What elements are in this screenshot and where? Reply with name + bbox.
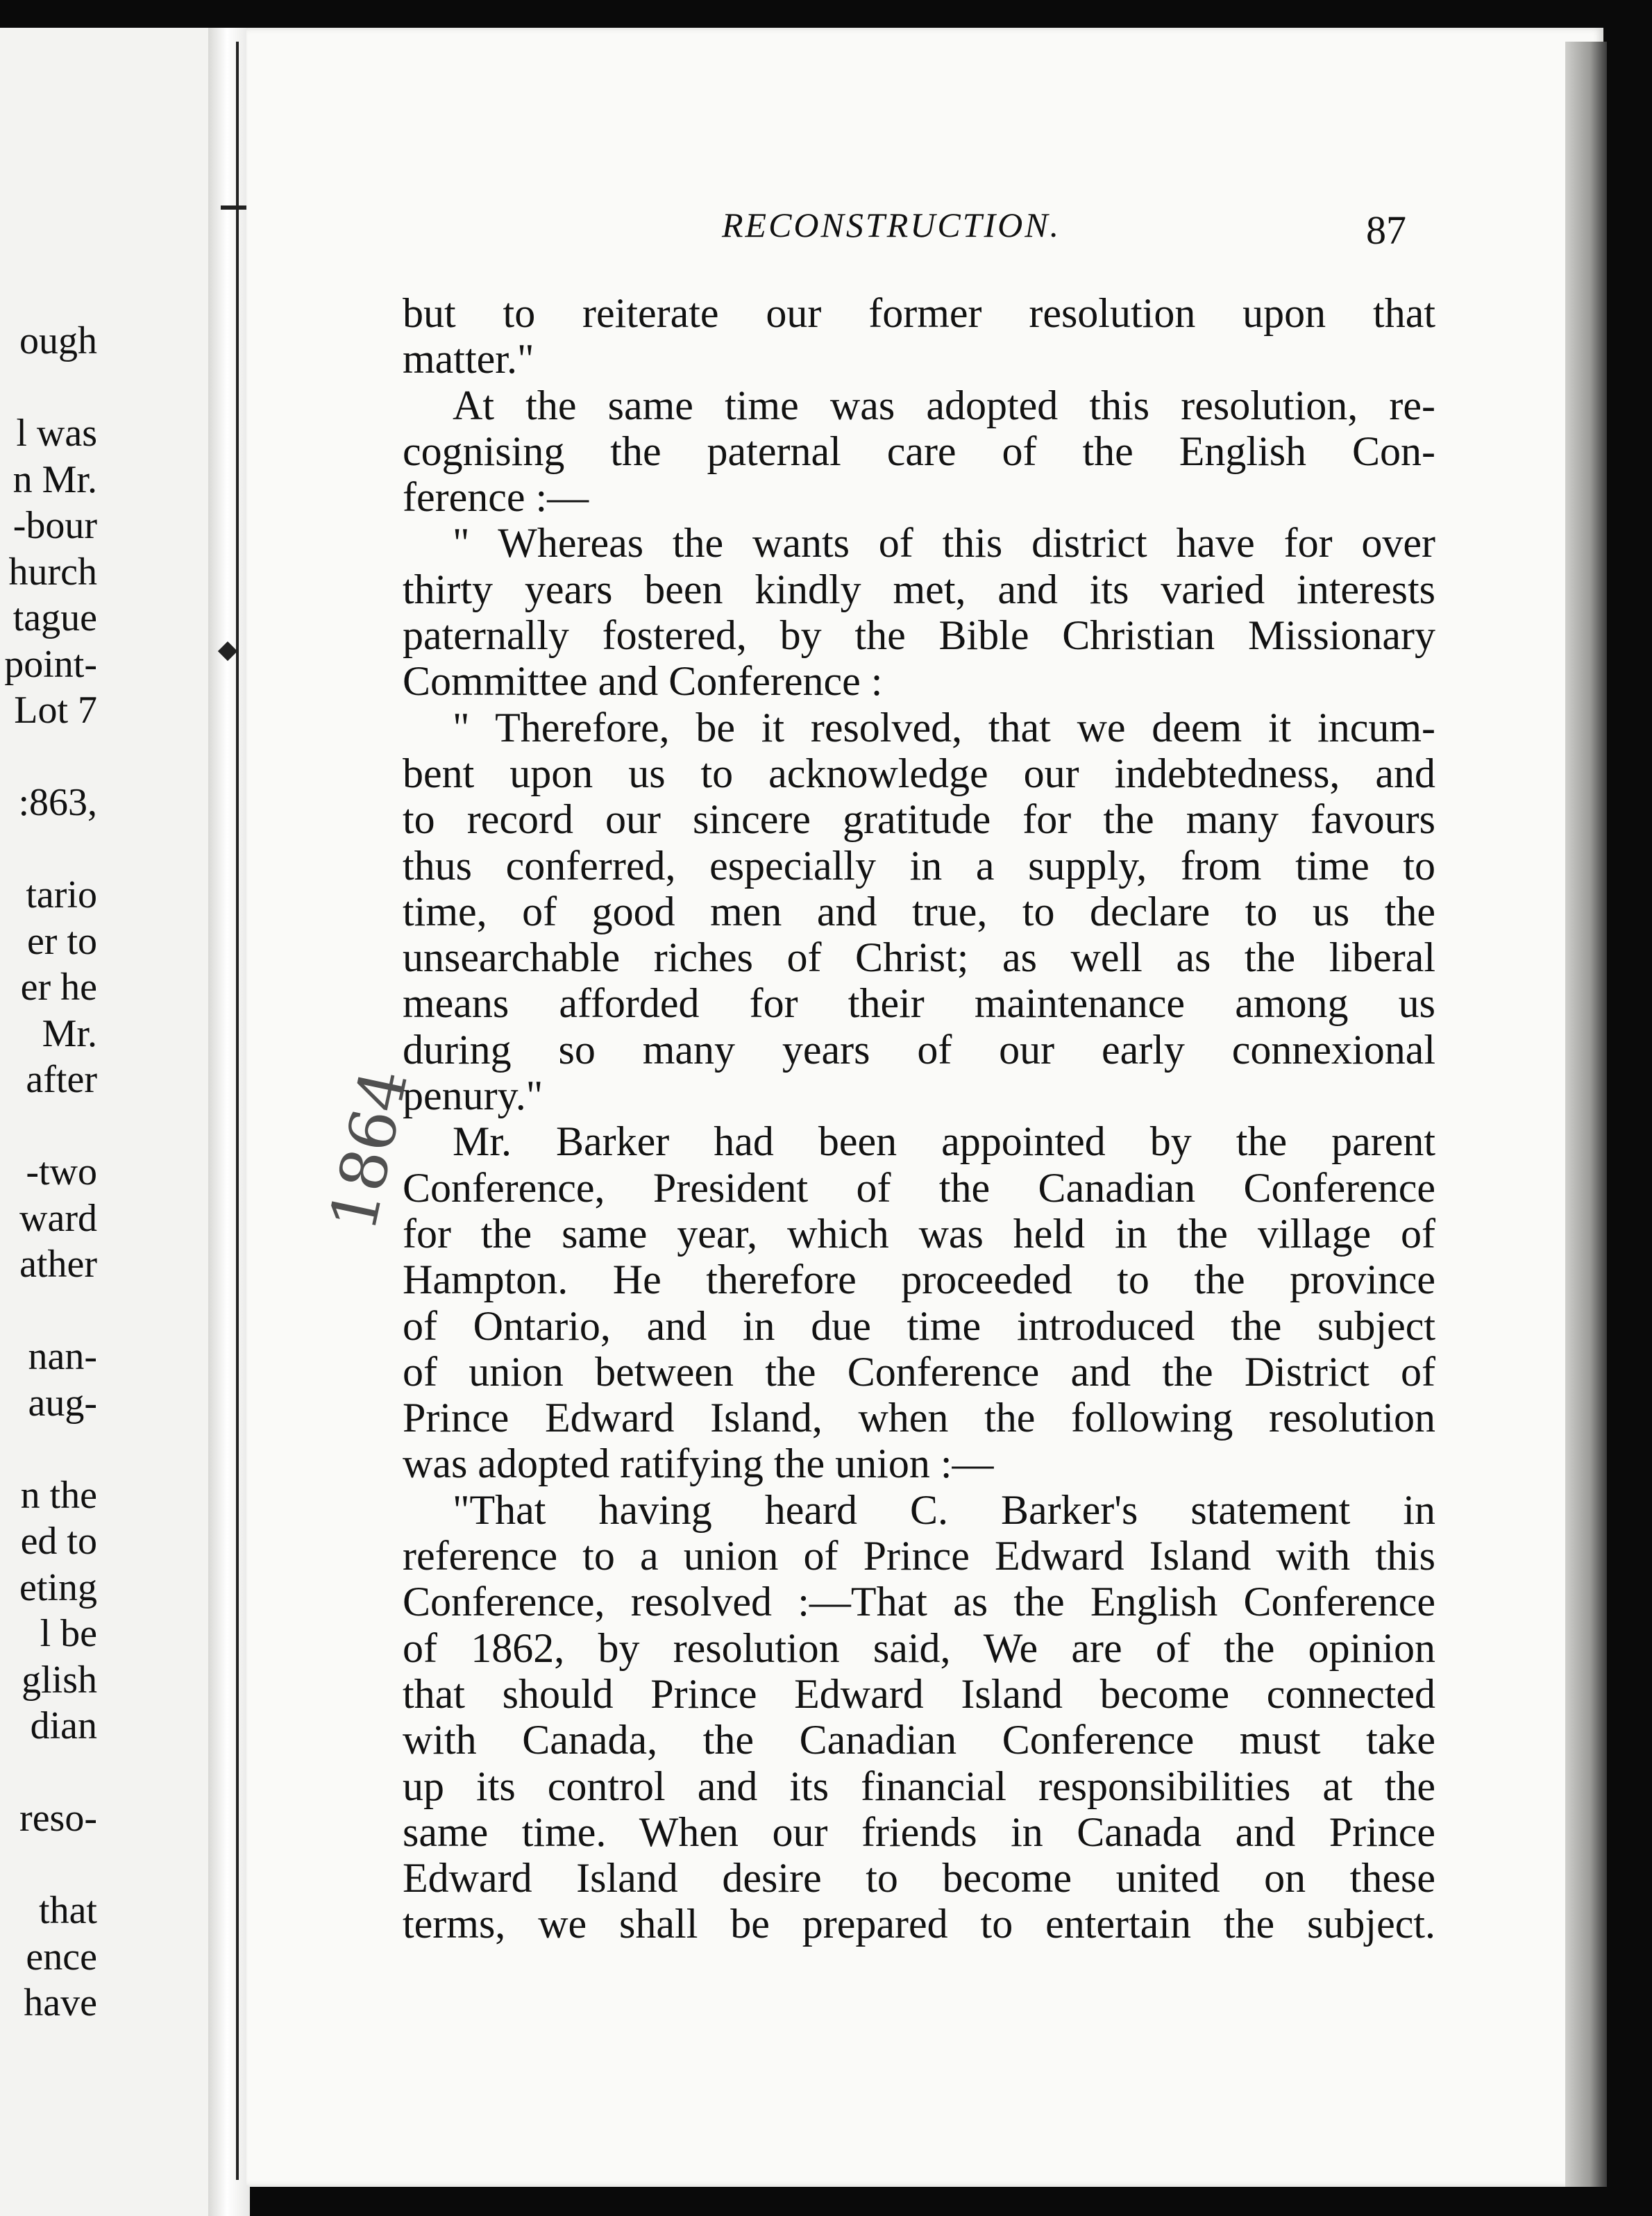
text-line: Edward Island desire to become united on these: [403, 1855, 1435, 1902]
text-line: Mr. Barker had been appointed by the parent: [453, 1118, 1435, 1165]
left-page-fragment-line: hurch: [8, 550, 97, 594]
left-page-fragment-line: dian: [30, 1704, 97, 1747]
left-page-fragment-line: Lot 7: [14, 689, 97, 732]
running-head: RECONSTRUCTION.: [722, 205, 1061, 244]
text-line: " Therefore, be it resolved, that we deem it incum-: [453, 704, 1435, 750]
left-page-fragment-line: ough: [19, 319, 97, 362]
text-line: with Canada, the Canadian Conference must take: [403, 1717, 1435, 1763]
handwritten-margin-note: 1864: [316, 1062, 423, 1238]
text-line: of Ontario, and in due time introduced the subject: [403, 1302, 1435, 1349]
text-line: of union between the Conference and the District of: [403, 1348, 1435, 1395]
left-page-fragment-line: reso-: [19, 1797, 97, 1840]
left-page-fragment-line: [4, 1288, 97, 1334]
left-page-fragment-line: tague: [12, 596, 97, 639]
text-line: Conference, President of the Canadian Conference: [403, 1164, 1435, 1211]
text-line: reference to a union of Prince Edward Island with this: [403, 1533, 1435, 1579]
left-page-fragment-line: ed to: [20, 1520, 97, 1563]
text-line: ference :—: [403, 474, 589, 521]
text-line: Committee and Conference :: [403, 658, 883, 705]
left-page-fragment-line: n Mr.: [12, 458, 97, 501]
left-page-fragment-line: -two: [26, 1150, 97, 1193]
text-line: same time. When our friends in Canada and Prince: [403, 1808, 1435, 1855]
text-line: but to reiterate our former resolution upon that: [403, 290, 1435, 336]
text-line: during so many years of our early connexional: [403, 1026, 1435, 1073]
text-line: up its control and its financial responsibilities at the: [403, 1763, 1435, 1809]
left-page-fragment-line: [4, 734, 97, 780]
text-line: means afforded for their maintenance among us: [403, 980, 1435, 1027]
left-page-fragment-line: after: [26, 1058, 97, 1101]
left-page-fragment-line: Mr.: [42, 1012, 97, 1055]
left-page-fragment-line: l was: [16, 412, 97, 455]
left-page-fragment-line: :863,: [18, 781, 97, 824]
left-facing-page: [0, 28, 208, 2216]
left-page-fragment-line: have: [24, 1981, 97, 2024]
left-page-fragment-line: l be: [40, 1612, 97, 1655]
left-page-fragment-line: point-: [4, 642, 97, 686]
text-line: Prince Edward Island, when the following resolution: [403, 1395, 1435, 1441]
text-line: penury.": [403, 1073, 543, 1119]
left-page-fragment-line: glish: [22, 1658, 97, 1702]
left-page-fragment-line: tario: [26, 873, 97, 916]
left-page-fragment-line: [4, 1749, 97, 1796]
body-text: [403, 290, 1435, 1947]
text-line: " Whereas the wants of this district have for over: [453, 520, 1435, 566]
text-line: "That having heard C. Barker's statement in: [453, 1486, 1435, 1533]
left-page-fragment-line: n the: [20, 1473, 97, 1517]
left-page-fragment-line: [4, 1103, 97, 1150]
text-line: that should Prince Edward Island become connected: [403, 1670, 1435, 1717]
left-page-fragment-line: that: [39, 1889, 97, 1932]
left-page-fragment-line: ward: [19, 1196, 97, 1240]
left-page-text-fragments: [4, 318, 97, 2026]
gutter-fold-line: [236, 42, 239, 2180]
text-line: thus conferred, especially in a supply, from time to: [403, 842, 1435, 889]
left-page-fragment-line: [4, 1842, 97, 1888]
text-line: to record our sincere gratitude for the many favours: [403, 796, 1435, 843]
left-page-fragment-line: er he: [20, 966, 97, 1009]
left-page-fragment-line: [4, 826, 97, 873]
book-gutter: [208, 28, 250, 2216]
text-line: matter.": [403, 336, 534, 383]
text-line: cognising the paternal care of the English Con-: [403, 428, 1435, 474]
left-page-fragment-line: er to: [26, 919, 97, 963]
text-line: Conference, resolved :—That as the English Conference: [403, 1579, 1435, 1625]
left-page-fragment-line: [4, 364, 97, 411]
text-line: Hampton. He therefore proceeded to the province: [403, 1257, 1435, 1303]
text-line: At the same time was adopted this resolution, re-: [453, 382, 1435, 428]
left-page-fragment-line: -bour: [12, 504, 97, 547]
left-page-fragment-line: ather: [19, 1243, 97, 1286]
text-line: thirty years been kindly met, and its varied interests: [403, 566, 1435, 612]
gutter-mark: [221, 205, 248, 210]
text-line: for the same year, which was held in the village of: [403, 1210, 1435, 1257]
left-page-fragment-line: eting: [19, 1566, 97, 1609]
text-line: of 1862, by resolution said, We are of the opinion: [403, 1625, 1435, 1671]
left-page-fragment-line: [4, 1426, 97, 1472]
text-line: time, of good men and true, to declare to us the: [403, 888, 1435, 934]
text-line: paternally fostered, by the Bible Christian Missionary: [403, 612, 1435, 659]
text-line: unsearchable riches of Christ; as well as the liberal: [403, 934, 1435, 981]
text-line: terms, we shall be prepared to entertain the subject.: [403, 1901, 1435, 1947]
left-page-fragment-line: ence: [26, 1935, 97, 1979]
page-number: 87: [1366, 208, 1406, 253]
left-page-fragment-line: nan-: [28, 1335, 97, 1378]
page-edge-shadow: [1565, 42, 1607, 2187]
left-page-fragment-line: aug-: [28, 1381, 97, 1425]
text-line: was adopted ratifying the union :—: [403, 1441, 994, 1487]
text-line: bent upon us to acknowledge our indebtedness, and: [403, 750, 1435, 796]
